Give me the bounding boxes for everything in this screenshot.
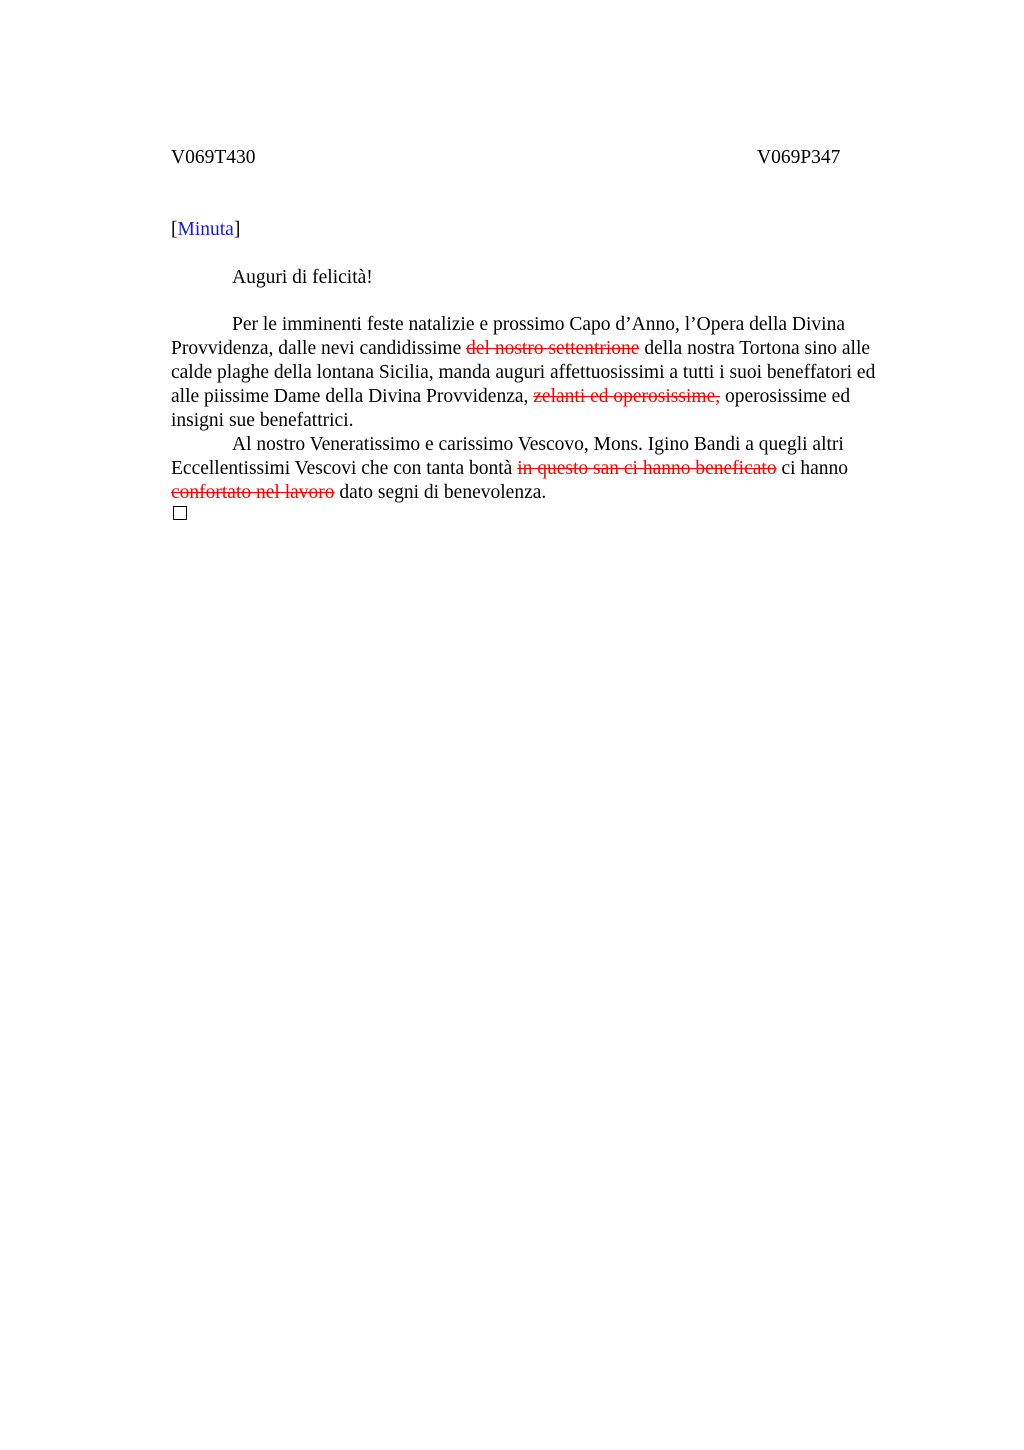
text-segment: della nostra Tortona sino alle [639, 338, 871, 359]
minuta-word: Minuta [177, 219, 234, 240]
text-segment: Eccellentissimi Vescovi che con tanta bontà [171, 458, 518, 479]
text-segment: Provvidenza, dalle nevi candidissime [171, 338, 467, 359]
deleted-text: confortato nel lavoro [171, 482, 335, 503]
text-segment: alle piissime Dame della Divina Provvidenza, [171, 386, 534, 407]
paragraph-1-line-4 [171, 385, 931, 409]
document-code-right: V069P347 [757, 147, 841, 168]
minuta-bracket-close: ] [233, 219, 241, 240]
document-code-left: V069T430 [171, 147, 256, 168]
minuta-bracket-open: [ [171, 219, 178, 240]
paragraph-2 [171, 433, 931, 505]
paragraph-1-line-3: calde plaghe della lontana Sicilia, manda auguri affettuosissimi a tutti i suoi beneffatori ed [171, 362, 876, 383]
paragraph-1-line-5: insigni sue benefattrici. [171, 410, 354, 431]
paragraph-2-line-3 [171, 481, 931, 505]
paragraph-1-line-1: Per le imminenti feste natalizie e prossimo Capo d’Anno, l’Opera della Divina [232, 314, 845, 335]
minuta-label [171, 218, 240, 242]
letter-body [171, 313, 931, 505]
square-outline-icon [173, 506, 187, 520]
paragraph-1 [171, 313, 931, 433]
text-segment: ci hanno [776, 458, 849, 479]
deleted-text: zelanti ed operosissime, [533, 386, 721, 407]
text-segment: operosissime ed [720, 386, 851, 407]
deleted-text: del nostro settentrione [466, 338, 640, 359]
paragraph-1-line-2 [171, 337, 931, 361]
deleted-text: in questo san ci hanno beneficato [517, 458, 777, 479]
text-segment: dato segni di benevolenza. [334, 482, 547, 503]
letter-title: Auguri di felicità! [232, 267, 373, 288]
paragraph-2-line-1: Al nostro Veneratissimo e carissimo Vescovo, Mons. Igino Bandi a quegli altri [232, 434, 844, 455]
paragraph-2-line-2 [171, 457, 931, 481]
